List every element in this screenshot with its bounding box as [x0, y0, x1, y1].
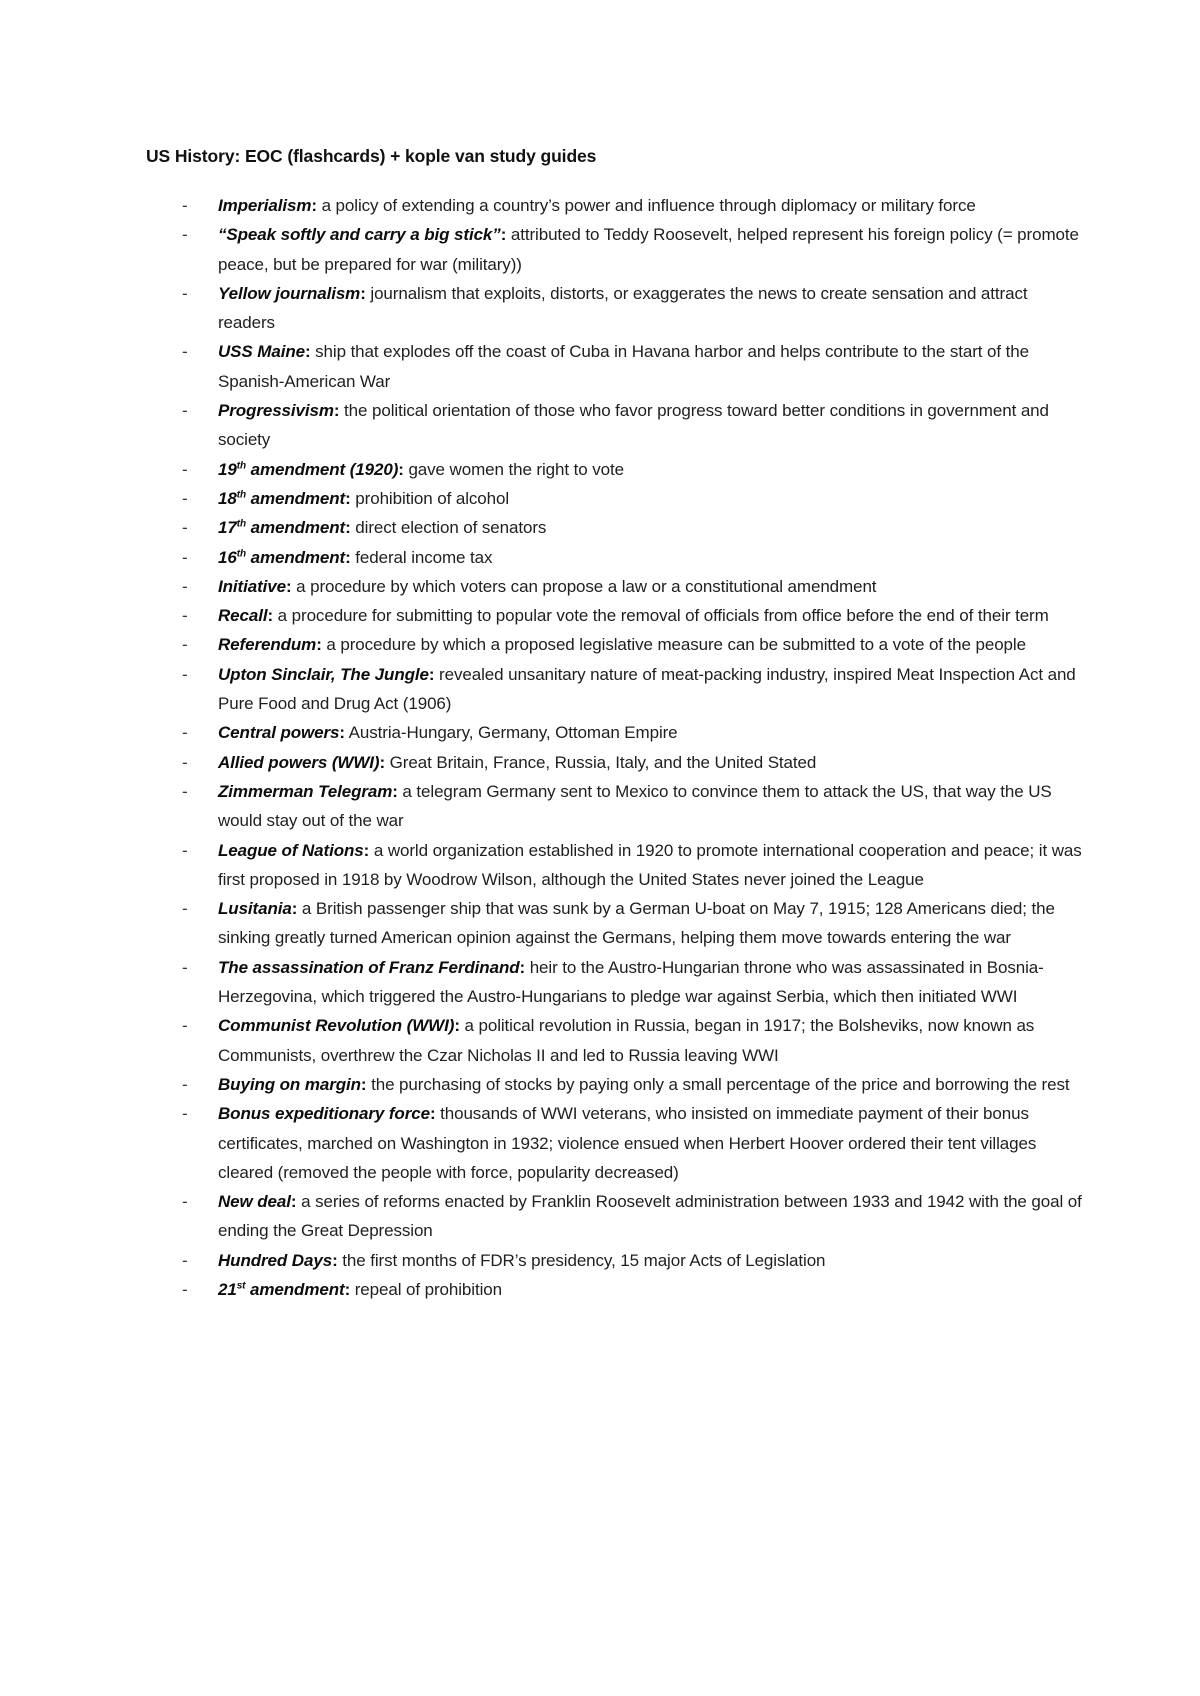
term-label	[218, 196, 311, 215]
term-text: 18	[218, 488, 237, 508]
bullet-dash: -	[182, 342, 188, 362]
term-label	[218, 1280, 345, 1299]
term-text: Referendum	[218, 635, 317, 655]
term-text: USS Maine	[218, 342, 305, 362]
term-separator: :	[429, 1104, 436, 1124]
list-item	[182, 543, 1082, 572]
term-suffix: amendment (1920)	[245, 459, 399, 479]
term-text: Allied powers (WWI)	[218, 752, 380, 772]
term-text: Zimmerman Telegram	[218, 781, 393, 801]
bullet-dash: -	[182, 1074, 188, 1094]
term-label	[218, 899, 292, 918]
term-separator: :	[311, 196, 317, 215]
bullet-dash: -	[182, 283, 188, 303]
list-item	[182, 484, 1082, 513]
term-separator: :	[345, 518, 351, 538]
bullet-dash: -	[182, 840, 188, 860]
bullet-dash: -	[182, 225, 188, 245]
bullet-dash: -	[182, 752, 188, 772]
term-label	[218, 958, 520, 977]
term-separator: :	[360, 1074, 367, 1094]
term-definition: the first months of FDR’s presidency, 15 major Acts of Legislation	[337, 1250, 826, 1270]
bullet-dash: -	[182, 723, 188, 743]
term-separator: :	[333, 401, 340, 421]
term-text: Imperialism	[218, 196, 312, 215]
term-definition: a procedure for submitting to popular vote the removal of officials from office before the end of their term	[273, 606, 1049, 626]
term-separator: :	[363, 840, 370, 860]
term-suffix: amendment	[245, 518, 346, 538]
list-item	[182, 630, 1082, 659]
list-item	[182, 337, 1082, 396]
term-text: League of Nations	[218, 840, 364, 860]
term-label	[218, 1075, 361, 1094]
list-item	[182, 1011, 1082, 1070]
term-separator: :	[428, 664, 435, 684]
term-separator: :	[345, 488, 351, 508]
list-item	[182, 279, 1082, 338]
bullet-dash: -	[182, 781, 188, 801]
term-separator: :	[332, 1250, 338, 1270]
bullet-dash: -	[182, 1016, 188, 1036]
term-text: Recall	[218, 606, 268, 626]
term-label	[218, 401, 334, 420]
bullet-dash: -	[182, 1279, 188, 1299]
term-label	[218, 460, 398, 479]
term-text: Central powers	[218, 723, 340, 743]
term-definition: Austria-Hungary, Germany, Ottoman Empire	[344, 723, 678, 743]
term-text: Buying on margin	[218, 1074, 361, 1094]
list-item	[182, 953, 1082, 1012]
bullet-dash: -	[182, 957, 188, 977]
list-item	[182, 1099, 1082, 1187]
term-label	[218, 342, 305, 361]
term-separator: :	[339, 723, 345, 743]
term-separator: :	[360, 283, 366, 303]
term-text: “Speak softly and carry a big stick”	[218, 225, 501, 245]
list-item	[182, 1275, 1082, 1304]
term-definition: ship that explodes off the coast of Cuba in Havana harbor and helps contribute to the start of the Spanish-American War	[218, 342, 1029, 391]
list-item	[182, 572, 1082, 601]
list-item	[182, 777, 1082, 836]
term-separator: :	[454, 1016, 460, 1036]
term-label	[218, 1192, 291, 1211]
list-item	[182, 660, 1082, 719]
list-item	[182, 894, 1082, 953]
ordinal-suffix: th	[236, 547, 246, 559]
list-item	[182, 748, 1082, 777]
term-definition: the purchasing of stocks by paying only a small percentage of the price and borrowing the rest	[366, 1074, 1070, 1094]
term-label	[218, 635, 316, 654]
term-separator: :	[316, 635, 322, 655]
term-list	[182, 191, 1082, 1304]
ordinal-suffix: th	[236, 460, 246, 472]
term-label	[218, 489, 345, 508]
ordinal-suffix: th	[236, 489, 246, 501]
list-item	[182, 396, 1082, 455]
term-definition: revealed unsanitary nature of meat-packing industry, inspired Meat Inspection Act and Pure Food and Drug Act (1906)	[218, 664, 1076, 714]
bullet-dash: -	[182, 635, 188, 655]
bullet-dash: -	[182, 1250, 188, 1270]
term-suffix: amendment	[245, 1279, 345, 1299]
bullet-dash: -	[182, 459, 188, 479]
term-text: Initiative	[218, 576, 286, 596]
list-item	[182, 513, 1082, 542]
term-definition: prohibition of alcohol	[350, 488, 510, 508]
term-separator: :	[379, 752, 386, 772]
bullet-dash: -	[182, 664, 188, 684]
term-separator: :	[345, 547, 351, 567]
term-definition: repeal of prohibition	[350, 1279, 502, 1299]
bullet-dash: -	[182, 1104, 188, 1124]
term-text: 17	[218, 518, 237, 538]
term-label	[218, 577, 286, 596]
term-label	[218, 665, 429, 684]
list-item	[182, 601, 1082, 630]
term-separator: :	[304, 342, 311, 362]
term-text: New deal	[218, 1192, 291, 1212]
term-definition: a procedure by which voters can propose a law or a constitutional amendment	[291, 576, 877, 596]
term-definition: heir to the Austro-Hungarian throne who was assassinated in Bosnia-Herzegovina, which triggered the Austro-Hungarians to pledge war against Serbia, which then initiated WWI	[218, 957, 1044, 1007]
term-text: 19	[218, 459, 237, 479]
term-definition: attributed to Teddy Roosevelt, helped represent his foreign policy (= promote peace, but be prepared for war (military))	[218, 225, 1079, 274]
term-definition: journalism that exploits, distorts, or exaggerates the news to create sensation and attract readers	[218, 283, 1028, 333]
term-suffix: amendment	[245, 488, 346, 508]
term-label	[218, 518, 345, 537]
term-definition: a telegram Germany sent to Mexico to convince them to attack the US, that way the US would stay out of the war	[218, 781, 1052, 831]
term-text: 21	[218, 1279, 237, 1299]
term-separator: :	[392, 781, 398, 801]
bullet-dash: -	[182, 606, 188, 626]
bullet-dash: -	[182, 518, 188, 538]
term-definition: a procedure by which a proposed legislative measure can be submitted to a vote of the people	[321, 635, 1026, 655]
term-definition: direct election of senators	[350, 518, 547, 538]
term-text: Upton Sinclair, The Jungle	[218, 664, 429, 684]
term-definition: a political revolution in Russia, began in 1917; the Bolsheviks, now known as Communists, overthrew the Czar Nicholas II and led to Russia leaving WWI	[218, 1016, 1035, 1065]
term-separator: :	[285, 576, 292, 596]
term-label	[218, 284, 360, 303]
term-text: Lusitania	[218, 899, 292, 919]
term-separator: :	[500, 225, 507, 245]
term-definition: a policy of extending a country’s power and influence through diplomacy or military force	[316, 196, 976, 215]
term-suffix: amendment	[245, 547, 346, 567]
bullet-dash: -	[182, 401, 188, 421]
term-label	[218, 225, 501, 244]
term-separator: :	[344, 1279, 351, 1299]
term-label	[218, 753, 380, 772]
term-definition: a series of reforms enacted by Franklin Roosevelt administration between 1933 and 1942 with the goal of ending the Great Depression	[218, 1192, 1082, 1241]
term-text: Communist Revolution (WWI)	[218, 1016, 455, 1036]
bullet-dash: -	[182, 576, 188, 596]
ordinal-suffix: th	[236, 518, 246, 530]
term-separator: :	[267, 606, 274, 626]
bullet-dash: -	[182, 196, 188, 215]
term-definition: Great Britain, France, Russia, Italy, and the United Stated	[385, 752, 817, 772]
list-item	[182, 1187, 1082, 1246]
term-definition: thousands of WWI veterans, who insisted on immediate payment of their bonus certificates, marched on Washington in 1932; violence ensued when Herbert Hoover ordered their tent villages cleared (removed the people with force, popularity decreased)	[218, 1104, 1037, 1182]
term-label	[218, 782, 392, 801]
bullet-dash: -	[182, 547, 188, 567]
term-label	[218, 606, 268, 625]
term-definition: a British passenger ship that was sunk by a German U-boat on May 7, 1915; 128 Americans died; the sinking greatly turned American opinion against the Germans, helping them move towards entering the war	[218, 899, 1055, 948]
page-title: US History: EOC (flashcards) + kople van study guides	[146, 146, 597, 166]
term-definition: gave women the right to vote	[403, 459, 624, 479]
list-item	[182, 455, 1082, 484]
term-label	[218, 723, 339, 742]
bullet-dash: -	[182, 1192, 188, 1212]
term-label	[218, 548, 345, 567]
term-label	[218, 1016, 454, 1035]
list-item	[182, 191, 1082, 220]
bullet-dash: -	[182, 488, 188, 508]
term-separator: :	[519, 957, 526, 977]
term-text: Progressivism	[218, 401, 334, 421]
term-separator: :	[291, 899, 298, 919]
list-item	[182, 836, 1082, 895]
list-item	[182, 1070, 1082, 1099]
bullet-dash: -	[182, 899, 188, 919]
list-item	[182, 1246, 1082, 1275]
term-definition: federal income tax	[350, 547, 493, 567]
term-label	[218, 841, 364, 860]
term-text: Hundred Days	[218, 1250, 333, 1270]
list-item	[182, 718, 1082, 747]
term-separator: :	[290, 1192, 297, 1212]
term-label	[218, 1251, 332, 1270]
term-text: Yellow journalism	[218, 283, 361, 303]
ordinal-suffix: st	[236, 1280, 246, 1292]
term-text: The assassination of Franz Ferdinand	[218, 957, 520, 977]
term-text: 16	[218, 547, 237, 567]
term-text: Bonus expeditionary force	[218, 1104, 430, 1124]
term-separator: :	[398, 459, 404, 479]
list-item	[182, 220, 1082, 279]
term-definition: the political orientation of those who favor progress toward better conditions in government and society	[218, 401, 1049, 450]
term-label	[218, 1104, 430, 1123]
term-definition: a world organization established in 1920 to promote international cooperation and peace; it was first proposed in 1918 by Woodrow Wilson, although the United States never joined the League	[218, 840, 1082, 889]
